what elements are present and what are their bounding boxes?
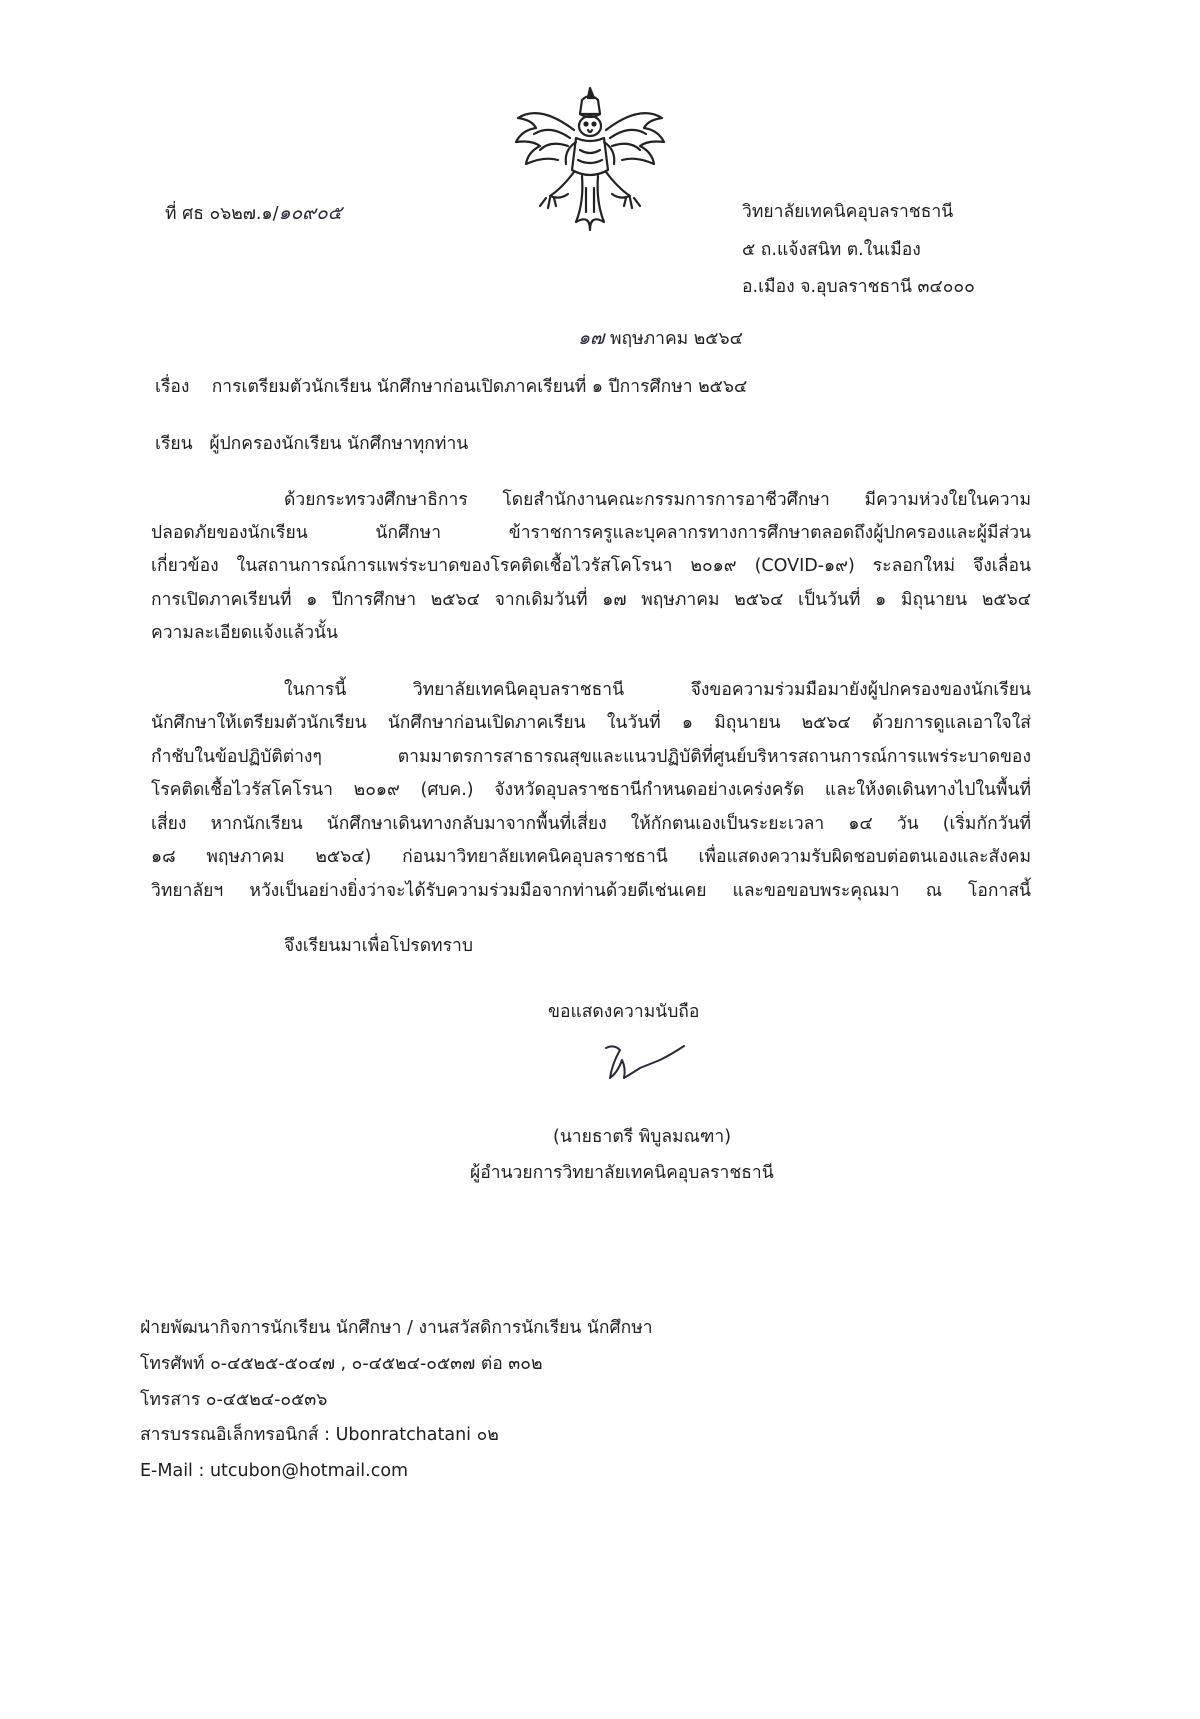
contact-department: ฝ่ายพัฒนากิจการนักเรียน นักศึกษา / งานสวัสดิการนักเรียน นักศึกษา — [140, 1318, 653, 1338]
paragraph-1-line: เกี่ยวข้อง ในสถานการณ์การแพร่ระบาดของโรคติดเชื้อไวรัสโคโรนา ๒๐๑๙ (COVID-๑๙) ระลอกใหม่ จึงเลื่อน — [151, 556, 1031, 576]
paragraph-2-line: นักศึกษาให้เตรียมตัวนักเรียน นักศึกษาก่อนเปิดภาคเรียน ในวันที่ ๑ มิถุนายน ๒๕๖๔ ด้วยการดูแลเอาใจใส่ — [151, 713, 1031, 733]
reference-number — [165, 202, 342, 225]
paragraph-2-line: วิทยาลัยฯ หวังเป็นอย่างยิ่งว่าจะได้รับความร่วมมือจากท่านด้วยดีเช่นเคย และขอขอบพระคุณมา ณ โอกาสนี้ — [151, 881, 1031, 901]
paragraph-2-line: เสี่ยง หากนักเรียน นักศึกษาเดินทางกลับมาจากพื้นที่เสี่ยง ให้กักตนเองเป็นระยะเวลา ๑๔ วัน (เริ่มกักวันที่ — [151, 814, 1031, 834]
reference-handwritten-number: ๑๐๙๐๕ — [278, 202, 343, 224]
signatory-position: ผู้อำนวยการวิทยาลัยเทคนิคอุบลราชธานี — [470, 1163, 774, 1183]
contact-phone: โทรศัพท์ ๐-๔๕๒๕-๕๐๔๗ , ๐-๔๕๒๔-๐๕๓๗ ต่อ ๓๐๒ — [140, 1354, 543, 1374]
paragraph-1-line: ด้วยกระทรวงศึกษาธิการ โดยสำนักงานคณะกรรมการการอาชีวศึกษา มีความห่วงใยในความ — [284, 490, 1031, 510]
sender-address-line-1: ๕ ถ.แจ้งสนิท ต.ในเมือง — [742, 240, 921, 260]
contact-e-document: สารบรรณอิเล็กทรอนิกส์ : Ubonratchatani ๐๒ — [140, 1425, 499, 1445]
garuda-emblem-icon — [510, 84, 670, 232]
contact-fax: โทรสาร ๐-๔๕๒๔-๐๕๓๖ — [140, 1390, 328, 1410]
letter-date — [578, 327, 743, 350]
signatory-name: (นายธาตรี พิบูลมณฑา) — [553, 1127, 732, 1147]
paragraph-2-line: โรคติดเชื้อไวรัสโคโรนา ๒๐๑๙ (ศบค.) จังหวัดอุบลราชธานีกำหนดอย่างเคร่งครัด และให้งดเดินทางไปในพื้นที่ — [151, 780, 1031, 800]
date-handwritten-day: ๑๗ — [578, 327, 605, 349]
paragraph-1-line: ปลอดภัยของนักเรียน นักศึกษา ข้าราชการครูและบุคลากรทางการศึกษาตลอดถึงผู้ปกครองและผู้มีส่วน — [151, 523, 1031, 543]
addressee-label: เรียน — [155, 434, 193, 454]
addressee-text: ผู้ปกครองนักเรียน นักศึกษาทุกท่าน — [209, 434, 469, 454]
subject-text: การเตรียมตัวนักเรียน นักศึกษาก่อนเปิดภาคเรียนที่ ๑ ปีการศึกษา ๒๕๖๔ — [211, 377, 748, 397]
sender-org: วิทยาลัยเทคนิคอุบลราชธานี — [742, 202, 954, 222]
sender-address-line-2: อ.เมือง จ.อุบลราชธานี ๓๔๐๐๐ — [742, 277, 975, 297]
complimentary-close: ขอแสดงความนับถือ — [548, 1002, 700, 1022]
paragraph-2-line: ๑๘ พฤษภาคม ๒๕๖๔) ก่อนมาวิทยาลัยเทคนิคอุบลราชธานี เพื่อแสดงความรับผิดชอบต่อตนเองและสังคม — [151, 847, 1031, 867]
signature-icon — [600, 1038, 690, 1088]
paragraph-2-line: กำชับในข้อปฏิบัติต่างๆ ตามมาตรการสาธารณสุขและแนวปฏิบัติที่ศูนย์บริหารสถานการณ์การแพร่ระบาดของ — [151, 747, 1031, 767]
reference-label: ที่ ศธ ๐๖๒๗.๑/ — [165, 204, 279, 224]
subject-label: เรื่อง — [155, 377, 190, 397]
closing-request: จึงเรียนมาเพื่อโปรดทราบ — [284, 936, 473, 956]
contact-email: E-Mail : utcubon@hotmail.com — [140, 1461, 409, 1481]
paragraph-2-line: ในการนี้ วิทยาลัยเทคนิคอุบลราชธานี จึงขอความร่วมมือมายังผู้ปกครองของนักเรียน — [284, 680, 1031, 700]
date-month-year: พฤษภาคม ๒๕๖๔ — [609, 329, 743, 349]
paragraph-1-line: การเปิดภาคเรียนที่ ๑ ปีการศึกษา ๒๕๖๔ จากเดิมวันที่ ๑๗ พฤษภาคม ๒๕๖๔ เป็นวันที่ ๑ มิถุนายน ๒๕๖๔ — [151, 590, 1031, 610]
subject-line — [155, 377, 747, 398]
addressee-line — [155, 434, 468, 455]
paragraph-1-line: ความละเอียดแจ้งแล้วนั้น — [151, 623, 338, 643]
